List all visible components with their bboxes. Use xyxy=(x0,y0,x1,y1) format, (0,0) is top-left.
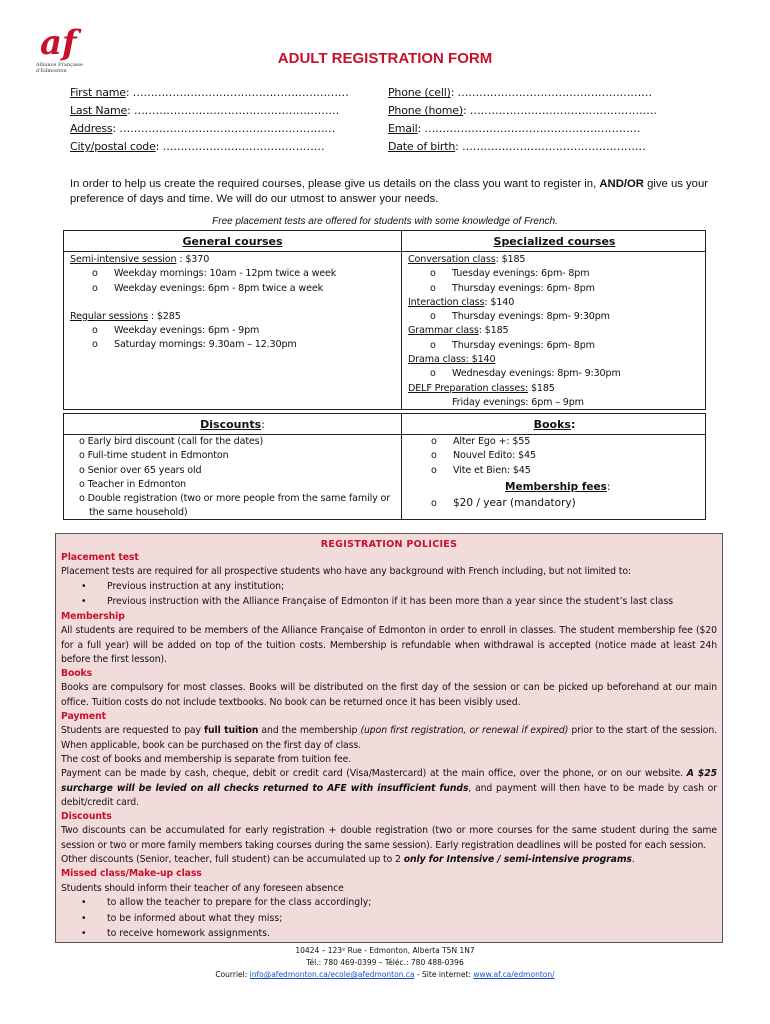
phone-home-label: Phone (home) xyxy=(388,104,463,117)
interaction-price: : $140 xyxy=(484,296,515,308)
bullet-dot: • xyxy=(81,913,87,924)
policies-title: REGISTRATION POLICIES xyxy=(320,539,458,550)
footer xyxy=(0,945,770,981)
discount-double-cont: the same household) xyxy=(89,507,188,519)
last-name-label: Last Name xyxy=(70,104,128,117)
semi-intensive-price: : $370 xyxy=(176,254,210,265)
registration-policies xyxy=(55,533,723,943)
last-name-field[interactable] xyxy=(70,104,339,117)
payment-text-2: The cost of books and membership is separate from tuition fee. xyxy=(61,753,352,765)
bullet-o: o xyxy=(431,464,437,476)
delf-label: DELF Preparation classes: xyxy=(408,382,529,394)
discounts-text-2a: Other discounts (Senior, teacher, full student) can be accumulated up to 2 xyxy=(61,854,404,866)
conversation-line xyxy=(408,253,621,267)
phone-cell-label: Phone (cell) xyxy=(388,86,451,99)
general-courses-header: General courses xyxy=(182,235,283,248)
bullet-o: o xyxy=(430,311,436,323)
missed-bullet-2 xyxy=(81,912,282,926)
interaction-line xyxy=(408,296,621,310)
intro-text-post: give us your preference of days and time. We will do our utmost to answer your needs. xyxy=(70,178,708,205)
grammar-line xyxy=(408,324,621,338)
conv-item-2 xyxy=(408,282,621,296)
placement-bullet-1 xyxy=(81,580,284,594)
phone-home-field[interactable] xyxy=(388,104,657,117)
placement-text: Placement tests are required for all prospective students who have any background with French including, but not limited to: xyxy=(61,566,631,578)
placement-bullet-2 xyxy=(81,595,673,609)
missed-bullet-3 xyxy=(81,927,270,941)
logo-mark: af xyxy=(40,23,77,63)
footer-email-label: Courriel: xyxy=(215,970,250,979)
discounts-intensive-only: only for Intensive / semi-intensive programs xyxy=(403,854,632,866)
book-2-text: Nouvel Edito: $45 xyxy=(453,450,536,462)
missed-class-heading: Missed class/Make-up class xyxy=(61,868,202,880)
book-1-text: Alter Ego +: $55 xyxy=(453,436,531,447)
discounts-heading: Discounts xyxy=(61,811,112,823)
book-item-3 xyxy=(431,464,536,478)
address-field[interactable] xyxy=(70,122,335,135)
bullet-o: o xyxy=(431,436,437,447)
membership-fees-header: Membership fees: xyxy=(505,481,611,493)
footer-address: 10424 – 123ᵉ Rue - Edmonton, Alberta T5N 1N7 xyxy=(295,946,475,955)
intro-text-bold: AND/OR xyxy=(599,178,644,190)
specialized-courses-list xyxy=(408,253,621,410)
bullet-o: o xyxy=(430,368,436,380)
semi-intensive-line xyxy=(70,253,336,267)
membership-heading: Membership xyxy=(61,611,125,622)
payment-full-tuition: full tuition xyxy=(204,725,259,737)
missed-bullet-2-text: to be informed about what they miss; xyxy=(107,913,283,924)
payment-text-3c: , and payment will then have to be made by cash or debit/credit card. xyxy=(61,782,717,808)
payment-surcharge: A $25 surcharge will be levied on all checks returned to AFE with insufficient funds xyxy=(61,768,717,794)
delf-price: $185 xyxy=(528,382,555,394)
discount-senior: o Senior over 65 years old xyxy=(79,464,202,476)
footer-phone: Tél.: 780 469-0399 – Téléc.: 780 488-0396 xyxy=(306,958,464,967)
books-list xyxy=(431,435,536,478)
discounts-header: Discounts: xyxy=(200,418,265,431)
drama-label: Drama class: $140 xyxy=(408,354,496,366)
semi-item-1 xyxy=(70,267,336,281)
discounts-text-2 xyxy=(61,853,717,867)
footer-contact xyxy=(0,969,770,981)
drama-item-1 xyxy=(408,367,621,381)
first-name-label: First name xyxy=(70,86,126,99)
grammar-price: : $185 xyxy=(478,325,509,337)
book-item-2 xyxy=(431,449,536,463)
discounts-books-table xyxy=(63,413,706,520)
bullet-dot: • xyxy=(81,596,87,607)
regular-item-2-text: Saturday mornings: 9.30am – 12.30pm xyxy=(114,339,297,351)
regular-sessions-price: : $285 xyxy=(147,310,181,322)
regular-sessions-line xyxy=(70,310,336,324)
payment-text-3 xyxy=(61,767,717,810)
last-name-dots: : ………………………………………………… xyxy=(127,104,340,117)
membership-fee-item xyxy=(431,497,576,509)
courses-table xyxy=(63,230,706,410)
conversation-price: : $185 xyxy=(495,254,526,265)
conv-item-1-text: Tuesday evenings: 6pm- 8pm xyxy=(452,268,590,280)
address-label: Address xyxy=(70,122,113,135)
footer-email-link[interactable]: info@afedmonton.ca/ecole@afedmonton.ca xyxy=(249,970,415,979)
missed-bullet-1 xyxy=(81,896,371,910)
book-item-1 xyxy=(431,435,536,449)
books-header: Books: xyxy=(533,418,576,431)
books-text: Books are compulsory for most classes. Books will be distributed on the first day of the session or can be picked up beforehand at our main office. Tuition costs do not include textbooks. No book can be returned once it has been visibly used. xyxy=(61,682,717,708)
bullet-dot: • xyxy=(81,897,87,908)
bullet-o: o xyxy=(430,339,436,351)
payment-text-3a: Payment can be made by cash, cheque, debit or credit card (Visa/Mastercard) at the main office, over the phone, or on our website. xyxy=(61,768,687,780)
books-heading: Books xyxy=(61,668,93,680)
membership-fee-text: $20 / year (mandatory) xyxy=(453,497,576,509)
general-courses-list xyxy=(70,253,336,353)
page-title: ADULT REGISTRATION FORM xyxy=(277,50,493,67)
placement-note: Free placement tests are offered for students with some knowledge of French. xyxy=(212,216,558,227)
payment-text-1a: Students are requested to pay xyxy=(61,725,205,737)
courses-col-divider xyxy=(401,231,402,409)
discount-double: o Double registration (two or more people from the same family or xyxy=(79,493,391,505)
discounts-text-1: Two discounts can be accumulated for early registration + double registration (two or more courses for the same student during the same session or two or more family members taking courses during the same session). Early registration deadlines will be posted for each session. xyxy=(61,825,717,851)
inter-item-1 xyxy=(408,310,621,324)
placement-section xyxy=(61,551,717,580)
drama-item-1-text: Wednesday evenings: 8pm- 9:30pm xyxy=(452,368,621,380)
city-postal-label: City/postal code xyxy=(70,140,156,153)
interaction-label: Interaction class xyxy=(408,296,485,308)
phone-home-dots: : ……………………………………………. xyxy=(462,104,657,117)
delf-line xyxy=(408,382,621,396)
bullet-o: o xyxy=(430,268,436,280)
conv-item-2-text: Thursday evenings: 6pm- 8pm xyxy=(452,282,595,294)
missed-bullet-3-text: to receive homework assignments. xyxy=(107,928,270,939)
specialized-courses-header: Specialized courses xyxy=(493,235,616,248)
bullet-o: o xyxy=(430,282,436,294)
bullet-o: o xyxy=(92,282,98,294)
payment-heading: Payment xyxy=(61,711,106,723)
books-header-text: Books xyxy=(533,418,571,431)
gram-item-1-text: Thursday evenings: 6pm- 8pm xyxy=(452,339,595,351)
email-label: Email xyxy=(388,122,418,135)
discounts-text-2c: . xyxy=(631,854,635,866)
discount-early-bird: o Early bird discount (call for the dates) xyxy=(79,436,264,447)
conversation-label: Conversation class xyxy=(408,254,496,265)
bullet-o: o xyxy=(431,450,437,462)
membership-text: All students are required to be members of the Alliance Française of Edmonton in order to enroll in classes. The student membership fee ($20 for a full year) will be added on top of the tuition costs. Membership is refundable when withdrawal is accepted (notice made at least 24h before the first lesson). xyxy=(61,625,717,665)
discounts-header-text: Discounts xyxy=(200,418,262,431)
discount-student: o Full-time student in Edmonton xyxy=(79,450,229,462)
payment-upon-first: (upon first registration, or renewal if expired) xyxy=(360,725,569,737)
city-postal-field[interactable] xyxy=(70,140,324,153)
grammar-label: Grammar class xyxy=(408,325,479,337)
bullet-o: o xyxy=(92,268,98,280)
bullet-o: o xyxy=(92,339,98,351)
semi-item-1-text: Weekday mornings: 10am - 12pm twice a week xyxy=(114,268,337,280)
phone-cell-dots: : ……………………………………………… xyxy=(450,86,652,99)
inter-item-1-text: Thursday evenings: 8pm- 9:30pm xyxy=(452,311,610,323)
membership-section xyxy=(61,610,717,896)
book-3-text: Vite et Bien: $45 xyxy=(453,464,531,476)
conv-item-1 xyxy=(408,267,621,281)
bullet-o: o xyxy=(92,325,98,337)
payment-text-1 xyxy=(61,724,717,753)
semi-intensive-label: Semi-intensive session xyxy=(70,254,177,265)
address-dots: : …………………………………………………… xyxy=(112,122,336,135)
phone-cell-field[interactable] xyxy=(388,86,652,99)
regular-item-1 xyxy=(70,324,336,338)
first-name-dots: : …………………………………………………… xyxy=(125,86,349,99)
regular-item-2 xyxy=(70,338,336,352)
placement-heading: Placement test xyxy=(61,552,139,563)
payment-text-1e: prior to the start of the session. When applicable, book can be purchased on the first day of class. xyxy=(61,725,718,751)
regular-item-1-text: Weekday evenings: 6pm - 9pm xyxy=(114,325,260,337)
date-of-birth-label: Date of birth xyxy=(388,140,456,153)
placement-bullet-2-text: Previous instruction with the Alliance Française of Edmonton if it has been more than a year since the student’s last class xyxy=(107,596,674,607)
placement-bullet-1-text: Previous instruction at any institution; xyxy=(107,581,285,592)
intro-text-pre: In order to help us create the required courses, please give us details on the class you want to register in, xyxy=(70,178,600,190)
regular-sessions-label: Regular sessions xyxy=(70,310,148,322)
spacer xyxy=(70,296,336,310)
logo-subtitle: Alliance Française d'Edmonton xyxy=(36,62,83,74)
date-of-birth-field[interactable] xyxy=(388,140,646,153)
footer-website-link[interactable]: www.af.ca/edmonton/ xyxy=(473,970,555,979)
delf-time: Friday evenings: 6pm – 9pm xyxy=(452,396,584,408)
date-of-birth-dots: : …………………………………………… xyxy=(455,140,646,153)
bullet-o: o xyxy=(431,498,437,509)
payment-text-1c: and the membership xyxy=(258,725,361,737)
bullet-dot: • xyxy=(81,928,87,939)
email-dots: : …………………………………………………… xyxy=(417,122,641,135)
courses-header-divider xyxy=(64,251,705,252)
semi-item-2 xyxy=(70,282,336,296)
footer-web-label: - Site internet: xyxy=(414,970,474,979)
semi-item-2-text: Weekday evenings: 6pm - 8pm twice a week xyxy=(114,282,323,294)
first-name-field[interactable] xyxy=(70,86,349,99)
missed-bullet-1-text: to allow the teacher to prepare for the class accordingly; xyxy=(107,897,372,908)
missed-class-text: Students should inform their teacher of any foreseen absence xyxy=(61,882,344,894)
city-postal-dots: : ……………………………………… xyxy=(155,140,325,153)
discount-teacher: o Teacher in Edmonton xyxy=(79,478,186,490)
email-field[interactable] xyxy=(388,122,640,135)
discounts-list xyxy=(79,435,390,521)
gram-item-1 xyxy=(408,339,621,353)
drama-line xyxy=(408,353,621,367)
intro-paragraph xyxy=(70,177,710,207)
membership-fees-header-text: Membership fees xyxy=(505,481,607,493)
bullet-dot: • xyxy=(81,581,87,592)
